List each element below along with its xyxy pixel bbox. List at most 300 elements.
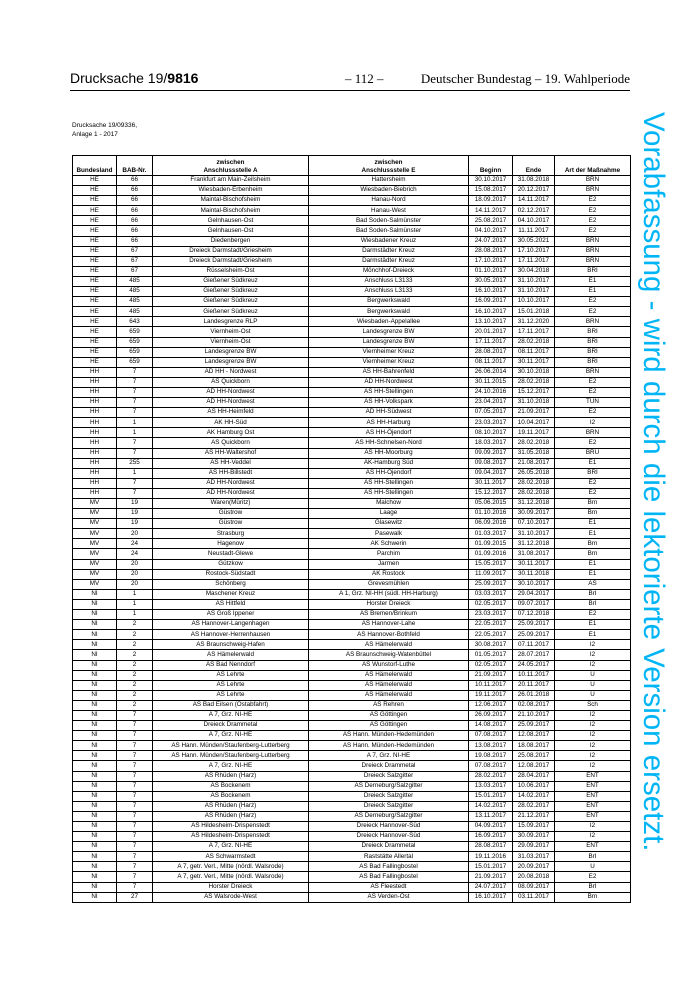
cell-art: Brn bbox=[555, 892, 631, 902]
cell-art: I2 bbox=[555, 822, 631, 832]
cell-anschlussstelle-a: AS Rhüden (Harz) bbox=[153, 811, 309, 821]
cell-bundesland: NI bbox=[73, 771, 117, 781]
cell-anschlussstelle-a: A 7, Grz. NI-HE bbox=[153, 710, 309, 720]
cell-beginn: 07.08.2017 bbox=[469, 761, 513, 771]
cell-ende: 18.08.2017 bbox=[513, 741, 555, 751]
cell-ende: 02.08.2017 bbox=[513, 700, 555, 710]
table-row bbox=[73, 276, 631, 286]
cell-ende: 31.05.2018 bbox=[513, 448, 555, 458]
table-row bbox=[73, 690, 631, 700]
cell-bab: 7 bbox=[117, 822, 153, 832]
table-row bbox=[73, 176, 631, 186]
cell-anschlussstelle-a: AK Hamburg Ost bbox=[153, 428, 309, 438]
cell-beginn: 25.09.2017 bbox=[469, 579, 513, 589]
cell-beginn: 18.03.2017 bbox=[469, 438, 513, 448]
cell-bab: 20 bbox=[117, 559, 153, 569]
cell-anschlussstelle-e: AS HH-Volkspark bbox=[309, 398, 469, 408]
cell-art: BRI bbox=[555, 357, 631, 367]
cell-anschlussstelle-a: Dreieck Darmstadt/Griesheim bbox=[153, 246, 309, 256]
cell-art: Brn bbox=[555, 549, 631, 559]
cell-bundesland: NI bbox=[73, 791, 117, 801]
cell-art: BRN bbox=[555, 176, 631, 186]
cell-art: Brn bbox=[555, 499, 631, 509]
cell-anschlussstelle-a: AS HH-Waltershof bbox=[153, 448, 309, 458]
cell-beginn: 08.11.2017 bbox=[469, 357, 513, 367]
cell-ende: 20.11.2017 bbox=[513, 680, 555, 690]
construction-sites-table bbox=[72, 155, 631, 903]
cell-beginn: 01.10.2016 bbox=[469, 509, 513, 519]
cell-art: E1 bbox=[555, 276, 631, 286]
cell-bab: 67 bbox=[117, 246, 153, 256]
cell-bab: 7 bbox=[117, 710, 153, 720]
cell-anschlussstelle-a: AS Walsrode-West bbox=[153, 892, 309, 902]
cell-anschlussstelle-e: Hattersheim bbox=[309, 176, 469, 186]
cell-anschlussstelle-a: AS Hann. Münden/Staufenberg-Lutterberg bbox=[153, 741, 309, 751]
cell-ende: 07.12.2018 bbox=[513, 610, 555, 620]
cell-anschlussstelle-e: Hanau-West bbox=[309, 206, 469, 216]
cell-anschlussstelle-e: AS HH-Stellingen bbox=[309, 488, 469, 498]
cell-beginn: 23.03.2017 bbox=[469, 418, 513, 428]
cell-anschlussstelle-a: AD HH-Nordwest bbox=[153, 478, 309, 488]
table-row bbox=[73, 761, 631, 771]
cell-ende: 28.04.2017 bbox=[513, 771, 555, 781]
cell-beginn: 02.05.2017 bbox=[469, 599, 513, 609]
cell-beginn: 01.09.2016 bbox=[469, 549, 513, 559]
cell-bundesland: NI bbox=[73, 801, 117, 811]
cell-beginn: 15.12.2017 bbox=[469, 488, 513, 498]
cell-anschlussstelle-e: AS Hann. Münden-Hedemünden bbox=[309, 741, 469, 751]
cell-art: AS bbox=[555, 579, 631, 589]
cell-anschlussstelle-a: Gelnhausen-Ost bbox=[153, 216, 309, 226]
table-row bbox=[73, 811, 631, 821]
cell-beginn: 09.08.2017 bbox=[469, 458, 513, 468]
cell-art: E2 bbox=[555, 226, 631, 236]
cell-art: BRN bbox=[555, 256, 631, 266]
cell-bab: 20 bbox=[117, 569, 153, 579]
cell-bab: 7 bbox=[117, 731, 153, 741]
cell-beginn: 19.08.2017 bbox=[469, 751, 513, 761]
cell-anschlussstelle-e: Bergwerkswald bbox=[309, 307, 469, 317]
cell-art: I2 bbox=[555, 751, 631, 761]
cell-ende: 25.09.2017 bbox=[513, 721, 555, 731]
cell-bundesland: HH bbox=[73, 377, 117, 387]
cell-ende: 31.03.2017 bbox=[513, 852, 555, 862]
cell-anschlussstelle-e: AS HH-Harburg bbox=[309, 418, 469, 428]
cell-anschlussstelle-a: AD HH-Nordwest bbox=[153, 398, 309, 408]
header-anschlussstelle-a bbox=[153, 156, 309, 176]
document-number: Drucksache 19/9816 bbox=[70, 70, 199, 86]
cell-art: E1 bbox=[555, 559, 631, 569]
cell-art: I2 bbox=[555, 731, 631, 741]
table-row bbox=[73, 408, 631, 418]
table-row bbox=[73, 206, 631, 216]
cell-ende: 07.10.2017 bbox=[513, 519, 555, 529]
cell-bundesland: NI bbox=[73, 862, 117, 872]
cell-art: Brn bbox=[555, 509, 631, 519]
cell-anschlussstelle-a: Hagenow bbox=[153, 539, 309, 549]
table-row bbox=[73, 781, 631, 791]
table-row bbox=[73, 266, 631, 276]
cell-anschlussstelle-a: AS Lehrte bbox=[153, 670, 309, 680]
cell-ende: 31.12.2018 bbox=[513, 539, 555, 549]
cell-beginn: 13.03.2017 bbox=[469, 781, 513, 791]
table-row bbox=[73, 458, 631, 468]
cell-beginn: 16.10.2017 bbox=[469, 892, 513, 902]
cell-bab: 2 bbox=[117, 690, 153, 700]
cell-anschlussstelle-a: AS Bad Eilsen (Ostabfahrt) bbox=[153, 700, 309, 710]
cell-art: E2 bbox=[555, 478, 631, 488]
cell-bundesland: HE bbox=[73, 357, 117, 367]
cell-anschlussstelle-a: AS Rhüden (Harz) bbox=[153, 801, 309, 811]
cell-beginn: 26.09.2017 bbox=[469, 710, 513, 720]
cell-ende: 24.05.2017 bbox=[513, 660, 555, 670]
cell-beginn: 16.09.2017 bbox=[469, 832, 513, 842]
cell-ende: 11.11.2017 bbox=[513, 226, 555, 236]
table-row bbox=[73, 509, 631, 519]
page-number: – 112 – bbox=[345, 71, 384, 86]
cell-art: I2 bbox=[555, 761, 631, 771]
cell-bundesland: NI bbox=[73, 842, 117, 852]
table-row bbox=[73, 882, 631, 892]
cell-beginn: 05.06.2015 bbox=[469, 499, 513, 509]
cell-beginn: 28.08.2017 bbox=[469, 842, 513, 852]
cell-anschlussstelle-e: AS Hämelerwald bbox=[309, 640, 469, 650]
cell-bundesland: HE bbox=[73, 216, 117, 226]
cell-ende: 28.02.2017 bbox=[513, 801, 555, 811]
cell-anschlussstelle-a: Gützkow bbox=[153, 559, 309, 569]
cell-anschlussstelle-e: Wiesbadener Kreuz bbox=[309, 236, 469, 246]
cell-bab: 7 bbox=[117, 448, 153, 458]
cell-art: E2 bbox=[555, 377, 631, 387]
cell-beginn: 03.03.2017 bbox=[469, 589, 513, 599]
cell-art: BrI bbox=[555, 852, 631, 862]
cell-anschlussstelle-a: Horster Dreieck bbox=[153, 882, 309, 892]
cell-anschlussstelle-e: AS Bremen/Brinkum bbox=[309, 610, 469, 620]
cell-anschlussstelle-e: Bad Soden-Salmünster bbox=[309, 216, 469, 226]
cell-beginn: 09.04.2017 bbox=[469, 468, 513, 478]
cell-anschlussstelle-e: Viernheimer Kreuz bbox=[309, 357, 469, 367]
cell-bab: 19 bbox=[117, 519, 153, 529]
cell-bab: 7 bbox=[117, 488, 153, 498]
cell-art: E2 bbox=[555, 216, 631, 226]
table-row bbox=[73, 256, 631, 266]
cell-art: BrI bbox=[555, 882, 631, 892]
cell-bab: 2 bbox=[117, 660, 153, 670]
cell-bab: 7 bbox=[117, 398, 153, 408]
table-row bbox=[73, 670, 631, 680]
page-header bbox=[70, 68, 630, 91]
cell-art: I2 bbox=[555, 660, 631, 670]
table-row bbox=[73, 357, 631, 367]
cell-ende: 15.01.2018 bbox=[513, 307, 555, 317]
cell-anschlussstelle-e: Viernheimer Kreuz bbox=[309, 347, 469, 357]
cell-bab: 7 bbox=[117, 387, 153, 397]
cell-anschlussstelle-e: AS Hämelerwald bbox=[309, 690, 469, 700]
cell-bab: 1 bbox=[117, 468, 153, 478]
cell-ende: 12.08.2017 bbox=[513, 731, 555, 741]
cell-bundesland: HE bbox=[73, 206, 117, 216]
cell-bab: 1 bbox=[117, 599, 153, 609]
cell-bundesland: MV bbox=[73, 539, 117, 549]
cell-ende: 31.08.2018 bbox=[513, 176, 555, 186]
cell-anschlussstelle-a: Landesgrenze RLP bbox=[153, 317, 309, 327]
cell-bundesland: HE bbox=[73, 246, 117, 256]
table-row bbox=[73, 791, 631, 801]
table-row bbox=[73, 620, 631, 630]
cell-anschlussstelle-a: Gießener Südkreuz bbox=[153, 287, 309, 297]
cell-beginn: 13.10.2017 bbox=[469, 317, 513, 327]
table-row bbox=[73, 630, 631, 640]
cell-anschlussstelle-a: AS Hämelerwald bbox=[153, 650, 309, 660]
cell-anschlussstelle-a: AS Hannover-Herrenhausen bbox=[153, 630, 309, 640]
cell-beginn: 15.05.2017 bbox=[469, 559, 513, 569]
cell-anschlussstelle-e: AS Göttingen bbox=[309, 710, 469, 720]
cell-anschlussstelle-e: AS Göttingen bbox=[309, 721, 469, 731]
cell-bab: 659 bbox=[117, 337, 153, 347]
cell-anschlussstelle-e: AS Bad Fallingbostel bbox=[309, 862, 469, 872]
cell-anschlussstelle-e: AS HH-Moorburg bbox=[309, 448, 469, 458]
table-row bbox=[73, 559, 631, 569]
cell-anschlussstelle-a: AS Hildesheim-Drispenstedt bbox=[153, 832, 309, 842]
cell-art: E2 bbox=[555, 610, 631, 620]
cell-anschlussstelle-a: AS HH-Heimfeld bbox=[153, 408, 309, 418]
cell-ende: 31.12.2020 bbox=[513, 317, 555, 327]
cell-bundesland: MV bbox=[73, 519, 117, 529]
table-row bbox=[73, 468, 631, 478]
table-row bbox=[73, 246, 631, 256]
cell-art: BRI bbox=[555, 327, 631, 337]
cell-anschlussstelle-e: AS Hämelerwald bbox=[309, 670, 469, 680]
cell-anschlussstelle-a: AS Lehrte bbox=[153, 680, 309, 690]
cell-art: ENT bbox=[555, 781, 631, 791]
cell-bab: 485 bbox=[117, 287, 153, 297]
cell-ende: 08.11.2017 bbox=[513, 347, 555, 357]
cell-beginn: 17.11.2017 bbox=[469, 337, 513, 347]
cell-bab: 7 bbox=[117, 811, 153, 821]
cell-art: BRI bbox=[555, 347, 631, 357]
cell-ende: 17.10.2017 bbox=[513, 246, 555, 256]
cell-bab: 7 bbox=[117, 862, 153, 872]
cell-bundesland: NI bbox=[73, 781, 117, 791]
cell-bundesland: HE bbox=[73, 307, 117, 317]
table-row bbox=[73, 579, 631, 589]
cell-bundesland: NI bbox=[73, 610, 117, 620]
cell-bab: 485 bbox=[117, 297, 153, 307]
cell-bundesland: NI bbox=[73, 811, 117, 821]
table-row bbox=[73, 710, 631, 720]
cell-art: E1 bbox=[555, 620, 631, 630]
cell-ende: 28.02.2018 bbox=[513, 377, 555, 387]
cell-bundesland: NI bbox=[73, 882, 117, 892]
cell-anschlussstelle-a: A 7, Grz. NI-HE bbox=[153, 761, 309, 771]
cell-beginn: 16.09.2017 bbox=[469, 297, 513, 307]
cell-bundesland: MV bbox=[73, 569, 117, 579]
cell-beginn: 07.08.2017 bbox=[469, 731, 513, 741]
table-row bbox=[73, 499, 631, 509]
header-a-top: zwischen bbox=[216, 159, 245, 166]
cell-art: ENT bbox=[555, 791, 631, 801]
table-row bbox=[73, 418, 631, 428]
cell-art: I2 bbox=[555, 721, 631, 731]
cell-anschlussstelle-e: Dreieck Hannover-Süd bbox=[309, 822, 469, 832]
cell-ende: 28.02.2018 bbox=[513, 488, 555, 498]
cell-anschlussstelle-a: Wiesbaden-Erbenheim bbox=[153, 186, 309, 196]
cell-ende: 28.02.2018 bbox=[513, 337, 555, 347]
cell-bundesland: HH bbox=[73, 387, 117, 397]
cell-beginn: 14.02.2017 bbox=[469, 801, 513, 811]
cell-anschlussstelle-e: AD HH-Südwest bbox=[309, 408, 469, 418]
cell-ende: 31.10.2017 bbox=[513, 276, 555, 286]
cell-bundesland: MV bbox=[73, 579, 117, 589]
cell-ende: 15.09.2017 bbox=[513, 822, 555, 832]
cell-ende: 15.12.2017 bbox=[513, 387, 555, 397]
cell-beginn: 01.05.2017 bbox=[469, 650, 513, 660]
cell-beginn: 28.02.2017 bbox=[469, 771, 513, 781]
cell-ende: 04.10.2017 bbox=[513, 216, 555, 226]
cell-ende: 30.11.2018 bbox=[513, 569, 555, 579]
cell-art: I2 bbox=[555, 650, 631, 660]
cell-anschlussstelle-e: AS HH-Öjendorf bbox=[309, 428, 469, 438]
cell-anschlussstelle-e: AS HH-Öjendorf bbox=[309, 468, 469, 478]
header-ende: Ende bbox=[513, 156, 555, 176]
cell-ende: 17.11.2017 bbox=[513, 256, 555, 266]
cell-anschlussstelle-e: AS Derneburg/Salzgitter bbox=[309, 781, 469, 791]
cell-anschlussstelle-a: Landesgrenze BW bbox=[153, 347, 309, 357]
cell-bab: 7 bbox=[117, 438, 153, 448]
cell-ende: 25.09.2017 bbox=[513, 630, 555, 640]
parliament-term: Deutscher Bundestag – 19. Wahlperiode bbox=[420, 71, 630, 86]
cell-art: E1 bbox=[555, 630, 631, 640]
cell-art: E1 bbox=[555, 287, 631, 297]
cell-bab: 66 bbox=[117, 206, 153, 216]
cell-bab: 7 bbox=[117, 842, 153, 852]
cell-ende: 30.10.2017 bbox=[513, 579, 555, 589]
table-row bbox=[73, 327, 631, 337]
header-art: Art der Maßnahme bbox=[555, 156, 631, 176]
cell-art: E2 bbox=[555, 307, 631, 317]
cell-art: Sch bbox=[555, 700, 631, 710]
cell-ende: 31.10.2018 bbox=[513, 398, 555, 408]
cell-beginn: 22.05.2017 bbox=[469, 620, 513, 630]
cell-bundesland: NI bbox=[73, 721, 117, 731]
cell-beginn: 06.09.2016 bbox=[469, 519, 513, 529]
cell-anschlussstelle-a: Gießener Südkreuz bbox=[153, 276, 309, 286]
cell-anschlussstelle-a: AS Quickborn bbox=[153, 438, 309, 448]
cell-bab: 7 bbox=[117, 751, 153, 761]
cell-bab: 66 bbox=[117, 196, 153, 206]
cell-bundesland: HE bbox=[73, 226, 117, 236]
cell-beginn: 28.08.2017 bbox=[469, 347, 513, 357]
cell-beginn: 14.11.2017 bbox=[469, 206, 513, 216]
cell-ende: 09.07.2017 bbox=[513, 599, 555, 609]
table-row bbox=[73, 680, 631, 690]
cell-art: ENT bbox=[555, 801, 631, 811]
cell-art: BRI bbox=[555, 468, 631, 478]
cell-bundesland: NI bbox=[73, 751, 117, 761]
cell-ende: 30.05.2021 bbox=[513, 236, 555, 246]
cell-bundesland: HE bbox=[73, 317, 117, 327]
cell-anschlussstelle-e: AK Schwerin bbox=[309, 539, 469, 549]
cell-anschlussstelle-e: Wiesbaden-Biebrich bbox=[309, 186, 469, 196]
cell-art: BRN bbox=[555, 186, 631, 196]
cell-anschlussstelle-a: Waren(Müritz) bbox=[153, 499, 309, 509]
table-row bbox=[73, 549, 631, 559]
cell-art: E2 bbox=[555, 387, 631, 397]
cell-bundesland: NI bbox=[73, 599, 117, 609]
cell-bab: 659 bbox=[117, 357, 153, 367]
cell-anschlussstelle-e: Dreieck Drammetal bbox=[309, 842, 469, 852]
cell-art: E2 bbox=[555, 872, 631, 882]
cell-bab: 2 bbox=[117, 670, 153, 680]
table-row bbox=[73, 751, 631, 761]
cell-bundesland: NI bbox=[73, 650, 117, 660]
table-row bbox=[73, 610, 631, 620]
cell-ende: 31.10.2017 bbox=[513, 529, 555, 539]
cell-bundesland: NI bbox=[73, 660, 117, 670]
table-row bbox=[73, 872, 631, 882]
table-row bbox=[73, 822, 631, 832]
cell-art: E1 bbox=[555, 529, 631, 539]
table-row bbox=[73, 529, 631, 539]
cell-ende: 20.08.2018 bbox=[513, 872, 555, 882]
cell-bab: 7 bbox=[117, 781, 153, 791]
cell-art: Brn bbox=[555, 539, 631, 549]
cell-ende: 10.10.2017 bbox=[513, 297, 555, 307]
cell-bundesland: HH bbox=[73, 448, 117, 458]
cell-beginn: 28.08.2017 bbox=[469, 246, 513, 256]
cell-art: U bbox=[555, 862, 631, 872]
cell-bab: 659 bbox=[117, 347, 153, 357]
cell-art: E2 bbox=[555, 488, 631, 498]
table-row bbox=[73, 196, 631, 206]
cell-anschlussstelle-a: AS Bad Nenndorf bbox=[153, 660, 309, 670]
cell-ende: 19.11.2017 bbox=[513, 428, 555, 438]
cell-art: E2 bbox=[555, 408, 631, 418]
table-row bbox=[73, 771, 631, 781]
cell-bundesland: MV bbox=[73, 559, 117, 569]
cell-anschlussstelle-e: Dreieck Salzgitter bbox=[309, 771, 469, 781]
cell-bab: 7 bbox=[117, 408, 153, 418]
cell-anschlussstelle-a: Landesgrenze BW bbox=[153, 357, 309, 367]
cell-beginn: 21.09.2017 bbox=[469, 872, 513, 882]
cell-anschlussstelle-a: Frankfurt am Main-Zeilsheim bbox=[153, 176, 309, 186]
table-row bbox=[73, 741, 631, 751]
cell-bundesland: NI bbox=[73, 852, 117, 862]
cell-anschlussstelle-e: Landesgrenze BW bbox=[309, 337, 469, 347]
table-row bbox=[73, 599, 631, 609]
cell-art: U bbox=[555, 690, 631, 700]
cell-ende: 31.10.2017 bbox=[513, 287, 555, 297]
table-row bbox=[73, 801, 631, 811]
table-row bbox=[73, 862, 631, 872]
cell-beginn: 30.05.2017 bbox=[469, 276, 513, 286]
cell-anschlussstelle-e: Anschluss L3133 bbox=[309, 287, 469, 297]
cell-bundesland: HH bbox=[73, 408, 117, 418]
cell-art: BRN bbox=[555, 246, 631, 256]
table-row bbox=[73, 832, 631, 842]
cell-ende: 20.09.2017 bbox=[513, 862, 555, 872]
cell-bundesland: NI bbox=[73, 892, 117, 902]
cell-ende: 20.12.2017 bbox=[513, 186, 555, 196]
cell-anschlussstelle-e: AS Hämelerwald bbox=[309, 680, 469, 690]
cell-ende: 03.11.2017 bbox=[513, 892, 555, 902]
cell-beginn: 26.06.2014 bbox=[469, 367, 513, 377]
table-row bbox=[73, 539, 631, 549]
cell-art: ENT bbox=[555, 842, 631, 852]
cell-ende: 25.08.2017 bbox=[513, 751, 555, 761]
cell-anschlussstelle-e: Grevesmühlen bbox=[309, 579, 469, 589]
cell-beginn: 20.01.2017 bbox=[469, 327, 513, 337]
